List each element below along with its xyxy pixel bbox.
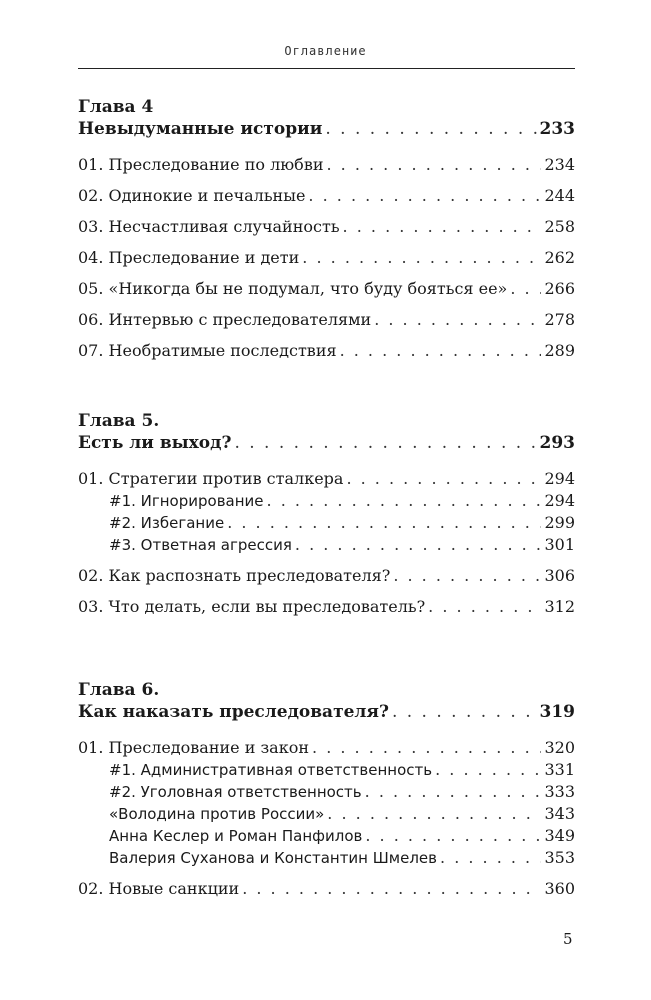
chapter-4: [78, 96, 575, 362]
leader-dots: [295, 534, 542, 556]
leader-dots: [327, 803, 541, 825]
entry-text: 05. «Никогда бы не подумал, что буду бояться ее»: [78, 279, 508, 298]
header-rule: [78, 68, 575, 69]
entry-page: 320: [544, 738, 575, 757]
leader-dots: [435, 759, 541, 781]
leader-dots: [234, 432, 536, 454]
leader-dots: [340, 340, 542, 362]
toc-entry[interactable]: [78, 278, 575, 300]
toc-subentry[interactable]: [78, 512, 575, 534]
running-head: Оглавление: [284, 44, 367, 58]
entry-text: #2. Уголовная ответственность: [109, 783, 362, 801]
entry-text: #1. Административная ответственность: [109, 761, 433, 779]
entry-text: #2. Избегание: [109, 514, 225, 532]
leader-dots: [428, 596, 541, 618]
entry-page: 306: [544, 566, 575, 585]
leader-dots: [326, 154, 541, 176]
leader-dots: [325, 118, 536, 140]
entry-page: 293: [539, 433, 575, 453]
leader-dots: [440, 847, 541, 869]
toc-entry[interactable]: [78, 340, 575, 362]
chapter-6: [78, 679, 575, 900]
entry-page: 331: [544, 760, 575, 779]
leader-dots: [343, 216, 542, 238]
leader-dots: [227, 512, 541, 534]
entry-page: 319: [539, 702, 575, 722]
entry-text: Валерия Суханова и Константин Шмелев: [109, 849, 438, 867]
toc-entry[interactable]: [78, 468, 575, 490]
entry-text: 02. Как распознать преследователя?: [78, 566, 391, 585]
entry-page: 294: [544, 491, 575, 510]
entry-text: 06. Интервью с преследователями: [78, 310, 372, 329]
toc-entry-chapter-title[interactable]: [78, 432, 575, 454]
chapter-label: Глава 4: [78, 97, 154, 117]
entry-text: Как наказать преследователя?: [78, 702, 389, 722]
entry-page: 244: [544, 186, 575, 205]
toc-subentry[interactable]: [78, 825, 575, 847]
entry-text: #1. Игнорирование: [109, 492, 264, 510]
leader-dots: [267, 490, 542, 512]
entry-page: 301: [544, 535, 575, 554]
toc-entry[interactable]: [78, 737, 575, 759]
entry-text: 01. Стратегии против сталкера: [78, 469, 344, 488]
entry-text: 04. Преследование и дети: [78, 248, 300, 267]
leader-dots: [312, 737, 541, 759]
toc-entry-chapter-title[interactable]: [78, 118, 575, 140]
entry-text: 03. Несчастливая случайность: [78, 217, 340, 236]
entry-page: 353: [544, 848, 575, 867]
entry-page: 233: [539, 119, 575, 139]
chapter-label: Глава 6.: [78, 680, 160, 700]
entry-page: 289: [544, 341, 575, 360]
leader-dots: [308, 185, 541, 207]
entry-page: 294: [544, 469, 575, 488]
leader-dots: [510, 278, 541, 300]
toc-entry-chapter-title[interactable]: [78, 701, 575, 723]
entry-text: 03. Что делать, если вы преследователь?: [78, 597, 426, 616]
leader-dots: [242, 878, 541, 900]
page-number: 5: [563, 930, 573, 948]
toc-subentry[interactable]: [78, 759, 575, 781]
leader-dots: [302, 247, 541, 269]
toc-entry[interactable]: [78, 154, 575, 176]
toc-entry[interactable]: [78, 216, 575, 238]
entry-page: 349: [544, 826, 575, 845]
entry-text: #3. Ответная агрессия: [109, 536, 292, 554]
leader-dots: [393, 565, 541, 587]
leader-dots: [392, 701, 537, 723]
entry-page: 234: [544, 155, 575, 174]
entry-page: 299: [544, 513, 575, 532]
entry-text: 02. Новые санкции: [78, 879, 240, 898]
entry-text: 02. Одинокие и печальные: [78, 186, 306, 205]
toc-subentry[interactable]: [78, 490, 575, 512]
chapter-label: Глава 5.: [78, 411, 160, 431]
entry-text: 01. Преследование по любви: [78, 155, 324, 174]
toc-subentry[interactable]: [78, 803, 575, 825]
toc-entry[interactable]: [78, 565, 575, 587]
entry-text: Анна Кеслер и Роман Панфилов: [109, 827, 363, 845]
entry-text: Невыдуманные истории: [78, 119, 323, 139]
toc-subentry[interactable]: [78, 781, 575, 803]
leader-dots: [374, 309, 541, 331]
entry-text: 01. Преследование и закон: [78, 738, 310, 757]
entry-text: 07. Необратимые последствия: [78, 341, 337, 360]
toc-entry[interactable]: [78, 247, 575, 269]
leader-dots: [365, 825, 541, 847]
toc-subentry[interactable]: [78, 534, 575, 556]
entry-page: 360: [544, 879, 575, 898]
entry-text: Есть ли выход?: [78, 433, 232, 453]
toc-subentry[interactable]: [78, 847, 575, 869]
entry-page: 266: [544, 279, 575, 298]
entry-page: 258: [544, 217, 575, 236]
entry-page: 343: [544, 804, 575, 823]
entry-page: 333: [544, 782, 575, 801]
entry-page: 278: [544, 310, 575, 329]
leader-dots: [346, 468, 541, 490]
entry-page: 262: [544, 248, 575, 267]
toc-entry[interactable]: [78, 185, 575, 207]
toc-entry[interactable]: [78, 309, 575, 331]
entry-text: «Володина против России»: [109, 805, 325, 823]
chapter-5: [78, 410, 575, 618]
leader-dots: [365, 781, 542, 803]
toc-entry[interactable]: [78, 878, 575, 900]
toc-entry[interactable]: [78, 596, 575, 618]
entry-page: 312: [544, 597, 575, 616]
